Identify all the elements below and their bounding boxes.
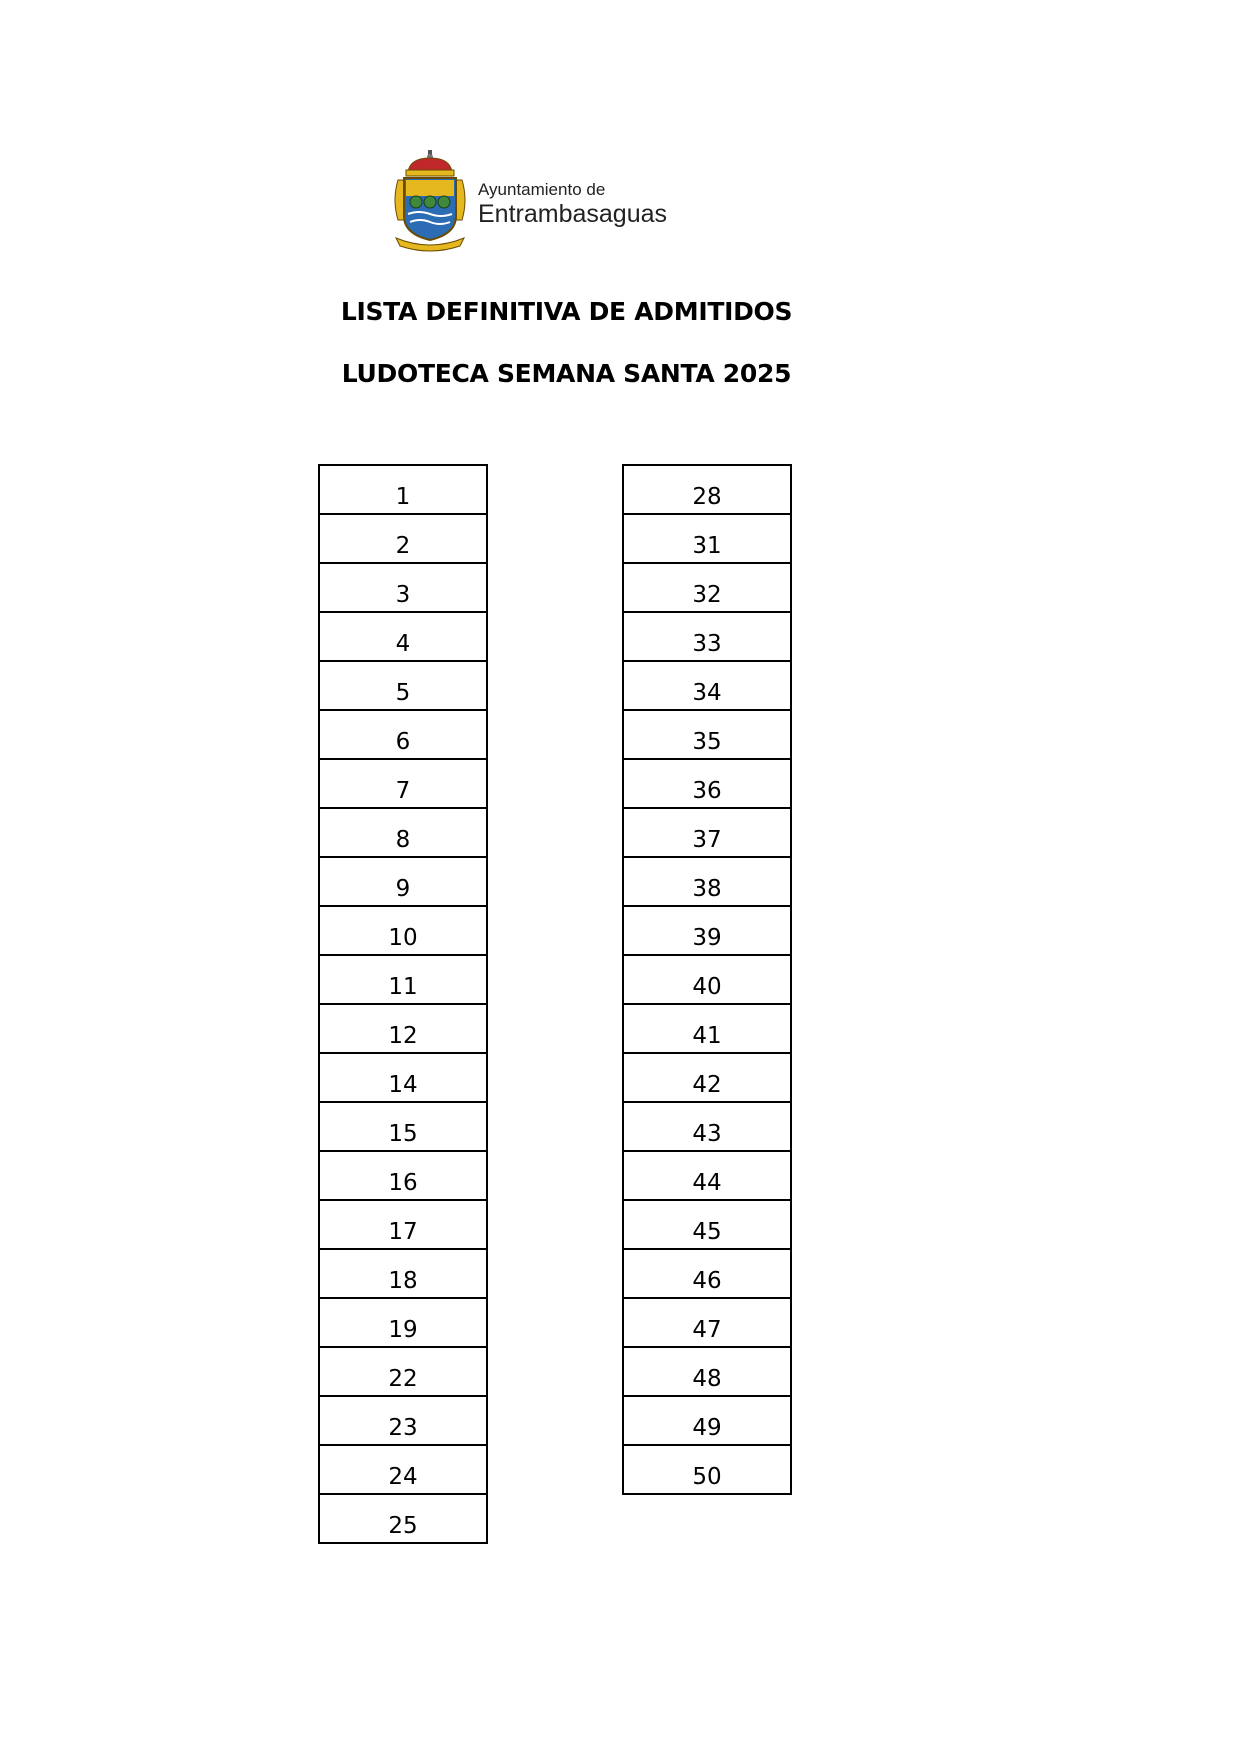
table-row	[623, 1445, 791, 1494]
table-row	[319, 1102, 487, 1151]
table-row	[319, 857, 487, 906]
table-row	[623, 514, 791, 563]
admitted-number-cell: 47	[623, 1298, 791, 1347]
admitted-list-left	[318, 464, 488, 1544]
org-name-line1: Ayuntamiento de	[478, 180, 606, 199]
table-row	[319, 1298, 487, 1347]
table-row	[319, 759, 487, 808]
table-row	[623, 1347, 791, 1396]
admitted-number-cell: 42	[623, 1053, 791, 1102]
table-row	[319, 808, 487, 857]
table-row	[623, 465, 791, 514]
admitted-number-cell: 6	[319, 710, 487, 759]
table-row	[319, 906, 487, 955]
table-row	[623, 1102, 791, 1151]
admitted-number-cell: 12	[319, 1004, 487, 1053]
admitted-number-cell: 37	[623, 808, 791, 857]
admitted-number-cell: 14	[319, 1053, 487, 1102]
table-row	[623, 1053, 791, 1102]
admitted-number-cell: 2	[319, 514, 487, 563]
admitted-number-cell: 22	[319, 1347, 487, 1396]
table-row	[319, 1445, 487, 1494]
admitted-number-cell: 11	[319, 955, 487, 1004]
admitted-number-cell: 45	[623, 1200, 791, 1249]
table-row	[623, 1298, 791, 1347]
admitted-number-cell: 5	[319, 661, 487, 710]
table-row	[319, 1396, 487, 1445]
table-row	[319, 710, 487, 759]
admitted-number-cell: 46	[623, 1249, 791, 1298]
table-row	[319, 955, 487, 1004]
coat-of-arms-icon	[392, 150, 468, 252]
table-row	[319, 1249, 487, 1298]
table-row	[623, 563, 791, 612]
municipal-logo	[392, 150, 712, 254]
table-row	[623, 612, 791, 661]
admitted-number-cell: 25	[319, 1494, 487, 1543]
admitted-number-cell: 19	[319, 1298, 487, 1347]
table-row	[623, 906, 791, 955]
admitted-number-cell: 32	[623, 563, 791, 612]
document-title: LISTA DEFINITIVA DE ADMITIDOS	[340, 297, 793, 326]
admitted-number-cell: 34	[623, 661, 791, 710]
admitted-number-cell: 23	[319, 1396, 487, 1445]
admitted-number-cell: 16	[319, 1151, 487, 1200]
table-row	[623, 857, 791, 906]
admitted-number-cell: 31	[623, 514, 791, 563]
admitted-number-cell: 48	[623, 1347, 791, 1396]
admitted-number-cell: 36	[623, 759, 791, 808]
admitted-number-cell: 7	[319, 759, 487, 808]
admitted-number-cell: 41	[623, 1004, 791, 1053]
admitted-number-cell: 40	[623, 955, 791, 1004]
table-row	[623, 1249, 791, 1298]
admitted-number-cell: 50	[623, 1445, 791, 1494]
admitted-number-cell: 15	[319, 1102, 487, 1151]
admitted-number-cell: 43	[623, 1102, 791, 1151]
table-row	[623, 1200, 791, 1249]
admitted-number-cell: 44	[623, 1151, 791, 1200]
admitted-list-right	[622, 464, 792, 1495]
table-row	[319, 661, 487, 710]
admitted-number-cell: 28	[623, 465, 791, 514]
table-row	[319, 1151, 487, 1200]
admitted-number-cell: 4	[319, 612, 487, 661]
table-row	[623, 710, 791, 759]
table-row	[623, 808, 791, 857]
table-row	[319, 1004, 487, 1053]
admitted-number-cell: 33	[623, 612, 791, 661]
admitted-number-cell: 3	[319, 563, 487, 612]
table-row	[623, 955, 791, 1004]
table-row	[319, 612, 487, 661]
table-row	[623, 661, 791, 710]
table-row	[623, 1151, 791, 1200]
table-row	[623, 1004, 791, 1053]
table-row	[319, 1494, 487, 1543]
org-name-line2: Entrambasaguas	[478, 200, 668, 228]
table-row	[319, 563, 487, 612]
admitted-number-cell: 24	[319, 1445, 487, 1494]
admitted-number-cell: 10	[319, 906, 487, 955]
table-row	[319, 1053, 487, 1102]
admitted-number-cell: 18	[319, 1249, 487, 1298]
admitted-number-cell: 35	[623, 710, 791, 759]
table-row	[319, 1347, 487, 1396]
table-row	[623, 759, 791, 808]
admitted-number-cell: 38	[623, 857, 791, 906]
admitted-number-cell: 8	[319, 808, 487, 857]
admitted-number-cell: 17	[319, 1200, 487, 1249]
admitted-number-cell: 49	[623, 1396, 791, 1445]
admitted-number-cell: 1	[319, 465, 487, 514]
document-subtitle: LUDOTECA SEMANA SANTA 2025	[341, 359, 792, 388]
table-row	[319, 465, 487, 514]
table-row	[319, 514, 487, 563]
admitted-number-cell: 9	[319, 857, 487, 906]
admitted-number-cell: 39	[623, 906, 791, 955]
table-row	[319, 1200, 487, 1249]
table-row	[623, 1396, 791, 1445]
